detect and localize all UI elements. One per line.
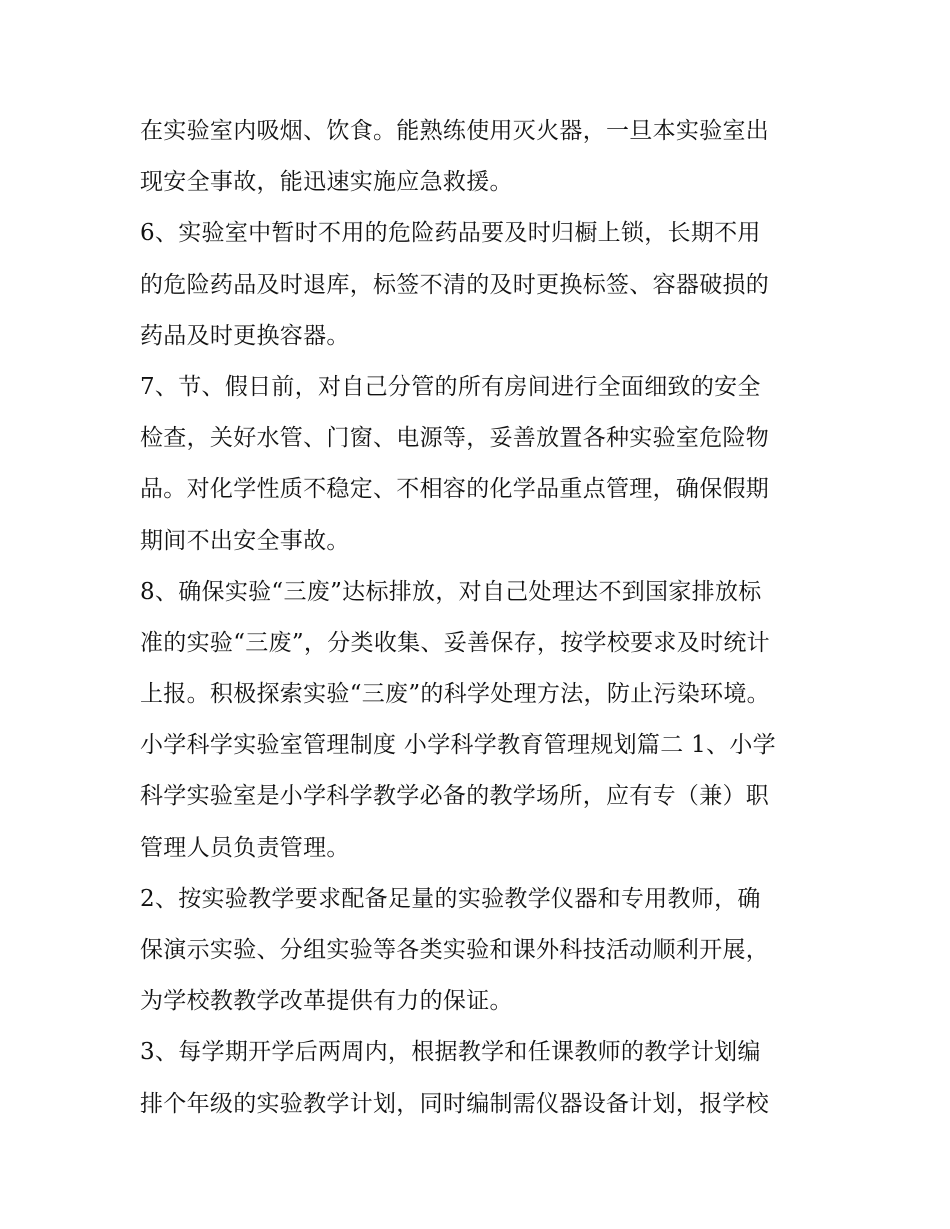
text-line: 7、节、假日前，对自己分管的所有房间进行全面细致的安全 [140, 373, 761, 400]
text-line: 品。对化学性质不稳定、不相容的化学品重点管理，确保假期 [140, 476, 770, 503]
text-line: 排个年级的实验教学计划，同时编制需仪器设备计划，报学校 [140, 1090, 770, 1117]
text-line: 8、确保实验“三废”达标排放，对自己处理达不到国家排放标 [140, 578, 762, 605]
text-line: 检查，关好水管、门窗、电源等，妥善放置各种实验室危险物 [140, 425, 770, 452]
text-line: 期间不出安全事故。 [140, 527, 350, 554]
text-line: 现安全事故，能迅速实施应急救援。 [140, 169, 513, 196]
text-line: 为学校教教学改革提供有力的保证。 [140, 988, 513, 1015]
text-line: 2、按实验教学要求配备足量的实验教学仪器和专用教师，确 [140, 885, 761, 912]
text-line: 在实验室内吸烟、饮食。能熟练使用灭火器，一旦本实验室出 [140, 118, 770, 144]
text-line: 3、每学期开学后两周内，根据教学和任课教师的教学计划编 [140, 1039, 761, 1066]
text-line: 药品及时更换容器。 [140, 322, 350, 349]
text-line: 上报。积极探索实验“三废”的科学处理方法，防止污染环境。 [140, 681, 770, 708]
text-line: 管理人员负责管理。 [140, 834, 350, 861]
text-line: 准的实验“三废”，分类收集、妥善保存，按学校要求及时统计 [140, 629, 770, 656]
text-line: 的危险药品及时退库，标签不清的及时更换标签、容器破损的 [140, 271, 770, 298]
text-line: 小学科学实验室管理制度 小学科学教育管理规划篇二 1、小学 [140, 732, 776, 759]
text-line: 6、实验室中暂时不用的危险药品要及时归橱上锁，长期不用 [140, 220, 761, 247]
document-body [140, 106, 820, 1130]
text-line: 科学实验室是小学科学教学必备的教学场所，应有专（兼）职 [140, 783, 770, 810]
text-line: 保演示实验、分组实验等各类实验和课外科技活动顺利开展， [140, 937, 770, 963]
